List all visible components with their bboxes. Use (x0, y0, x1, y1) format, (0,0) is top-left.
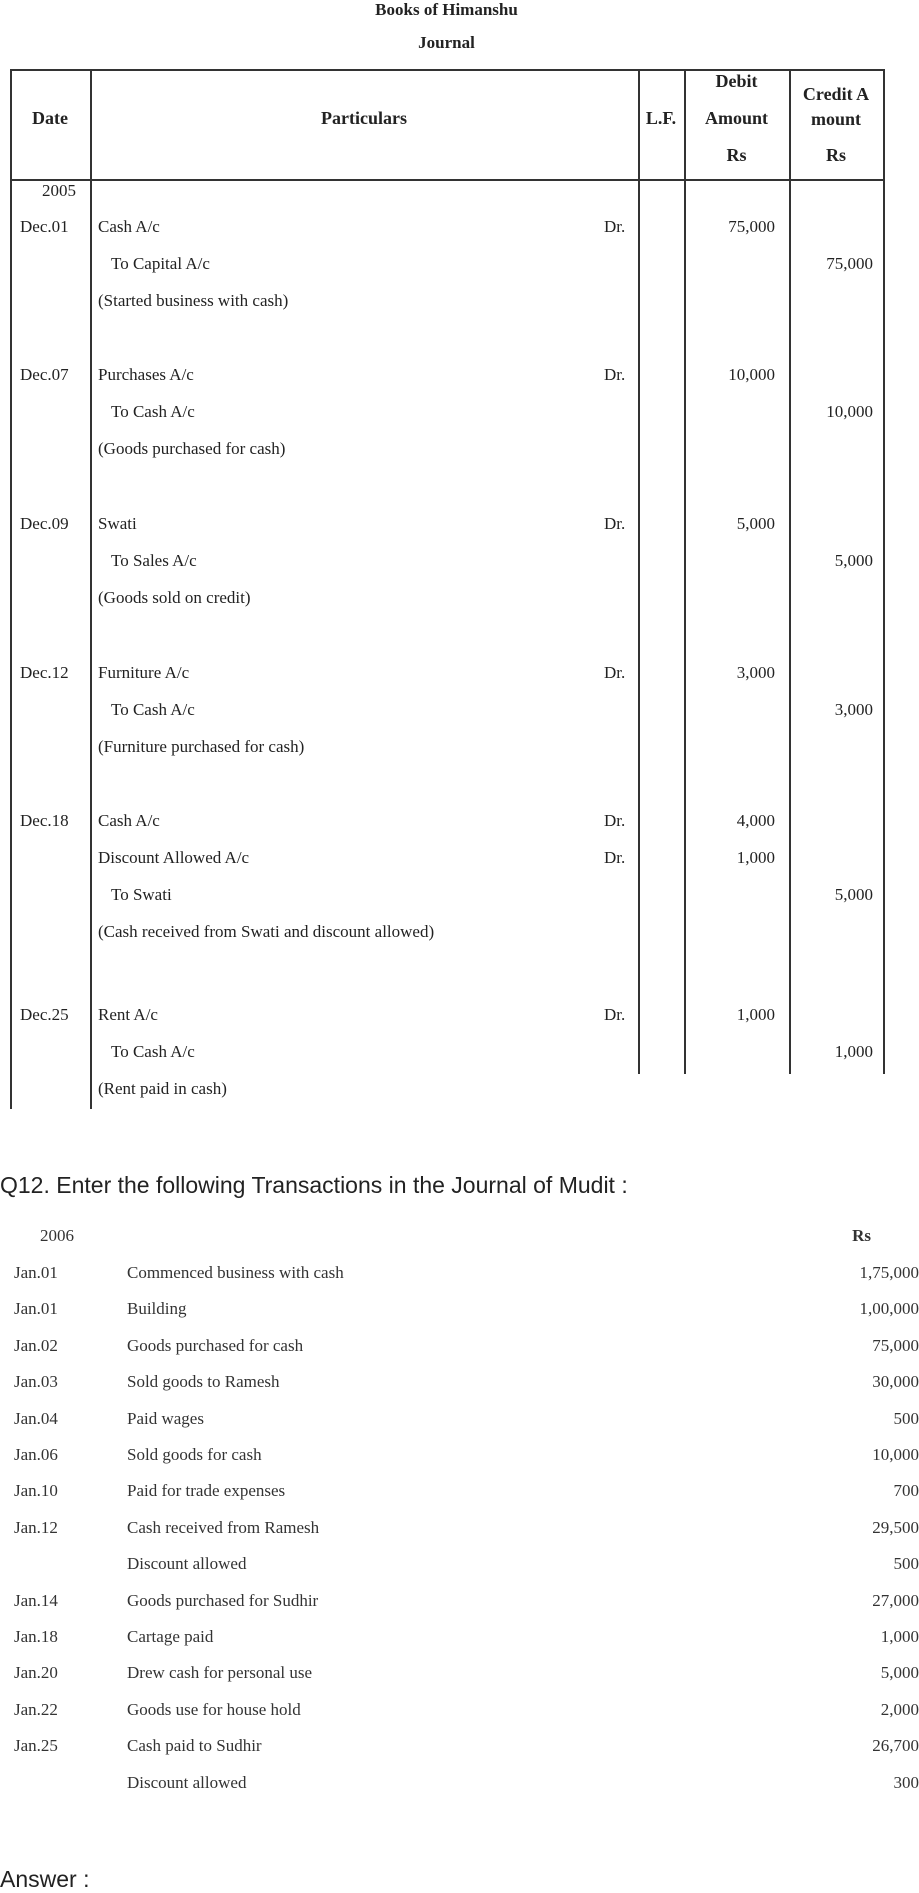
transaction-date: Jan.01 (14, 1263, 58, 1282)
table-left-border (10, 69, 12, 1109)
header-lf: L.F. (645, 108, 677, 128)
transaction-date: Jan.04 (14, 1408, 58, 1428)
dr-marker: Dr. (604, 811, 626, 830)
entry-date: Dec.09 (20, 514, 69, 533)
entry-date: Dec.12 (20, 663, 69, 682)
debit-amount: 1,000 (736, 848, 775, 867)
transaction-date: Jan.25 (14, 1736, 58, 1756)
transaction-row (0, 1772, 919, 1808)
transaction-row (0, 1517, 919, 1553)
debit-amount: 75,000 (728, 217, 775, 236)
transaction-description: Paid for trade expenses (127, 1481, 286, 1501)
transaction-description: Drew cash for personal use (127, 1663, 313, 1683)
transaction-row (0, 1408, 919, 1444)
question-heading: Q12. Enter the following Transactions in the Journal of Mudit : (0, 1172, 628, 1198)
credit-amount: 5,000 (834, 885, 873, 904)
transaction-amount: 1,75,000 (859, 1263, 919, 1282)
transaction-description: Sold goods to Ramesh (127, 1372, 280, 1392)
credit-account: To Cash A/c (111, 700, 195, 719)
transaction-date: Jan.18 (14, 1627, 58, 1646)
particulars-text: (Rent paid in cash) (98, 1079, 227, 1098)
particulars-text: (Goods purchased for cash) (98, 439, 286, 458)
transaction-description: Paid wages (127, 1408, 204, 1428)
particulars-text: Rent A/c (98, 1005, 158, 1024)
transaction-description: Building (127, 1299, 187, 1319)
debit-amount: 10,000 (728, 365, 775, 384)
dr-marker: Dr. (604, 663, 626, 682)
entry-date: Dec.07 (20, 365, 69, 384)
transaction-amount: 500 (893, 1408, 919, 1428)
transaction-row (0, 1444, 919, 1480)
transaction-amount: 300 (893, 1772, 919, 1792)
transaction-amount: 700 (893, 1481, 919, 1501)
transactions-year: 2006 (40, 1226, 74, 1245)
transaction-description: Discount allowed (127, 1554, 247, 1574)
entry-date: Dec.18 (20, 811, 69, 830)
header-debit-line3: Rs (726, 145, 747, 165)
entry-date: Dec.01 (20, 217, 69, 236)
transaction-row (0, 1735, 919, 1771)
transaction-date: Jan.22 (14, 1699, 58, 1719)
book-title: Books of Himanshu (375, 0, 518, 19)
particulars-text: Purchases A/c (98, 365, 194, 384)
credit-account: To Cash A/c (111, 402, 195, 421)
credit-account: To Cash A/c (111, 1042, 195, 1061)
credit-amount: 5,000 (834, 551, 873, 570)
transaction-description: Cash paid to Sudhir (127, 1736, 262, 1756)
transaction-description: Goods purchased for cash (127, 1335, 304, 1355)
particulars-text: (Furniture purchased for cash) (98, 737, 305, 756)
header-debit-line2: Amount (704, 108, 768, 128)
transaction-row (0, 1699, 919, 1735)
journal-year: 2005 (42, 181, 76, 200)
transaction-description: Sold goods for cash (127, 1445, 262, 1464)
particulars-text: Cash A/c (98, 217, 160, 236)
dr-marker: Dr. (604, 365, 626, 384)
date-column-divider (90, 69, 92, 1109)
transaction-amount: 26,700 (872, 1736, 919, 1756)
transaction-row (0, 1298, 919, 1334)
transaction-description: Cartage paid (127, 1627, 214, 1646)
transaction-amount: 30,000 (872, 1372, 919, 1392)
debit-amount: 3,000 (736, 663, 775, 682)
particulars-text: (Cash received from Swati and discount allowed) (98, 922, 435, 941)
header-credit-line2: mount (810, 109, 861, 129)
transaction-date: Jan.10 (14, 1481, 58, 1501)
credit-amount: 3,000 (834, 700, 873, 719)
particulars-text: Swati (98, 514, 137, 533)
particulars-text: (Goods sold on credit) (98, 588, 251, 607)
transaction-row (0, 1335, 919, 1371)
transaction-date: Jan.06 (14, 1445, 58, 1464)
transaction-date: Jan.20 (14, 1663, 58, 1683)
dr-marker: Dr. (604, 514, 626, 533)
transaction-description: Goods purchased for Sudhir (127, 1590, 319, 1610)
transaction-amount: 1,000 (880, 1627, 919, 1646)
debit-amount: 1,000 (736, 1005, 775, 1024)
dr-marker: Dr. (604, 848, 626, 867)
header-particulars: Particulars (321, 108, 407, 128)
transaction-amount: 5,000 (880, 1663, 919, 1683)
credit-account: To Capital A/c (111, 254, 210, 273)
credit-amount: 75,000 (826, 254, 873, 273)
particulars-text: Cash A/c (98, 811, 160, 830)
transaction-amount: 10,000 (872, 1445, 919, 1464)
transaction-date: Jan.01 (14, 1299, 58, 1319)
answer-label: Answer : (0, 1866, 90, 1892)
dr-marker: Dr. (604, 1005, 626, 1024)
particulars-text: (Started business with cash) (98, 291, 289, 310)
transaction-description: Goods use for house hold (127, 1699, 301, 1719)
particulars-text: Furniture A/c (98, 663, 190, 682)
transaction-amount: 27,000 (872, 1590, 919, 1610)
header-credit-line3: Rs (825, 145, 846, 165)
particulars-column-divider (638, 69, 640, 1074)
transaction-description: Discount allowed (127, 1772, 247, 1792)
transaction-description: Commenced business with cash (127, 1263, 344, 1282)
transaction-row (0, 1626, 919, 1662)
transaction-date: Jan.14 (14, 1590, 58, 1610)
dr-marker: Dr. (604, 217, 626, 236)
transaction-row (0, 1480, 919, 1516)
entry-date: Dec.25 (20, 1005, 69, 1024)
credit-amount: 1,000 (834, 1042, 873, 1061)
transaction-amount: 75,000 (872, 1335, 919, 1355)
credit-account: To Swati (111, 885, 172, 904)
journal-title: Journal (418, 33, 475, 52)
debit-amount: 4,000 (736, 811, 775, 830)
transaction-amount: 2,000 (880, 1699, 919, 1719)
debit-amount: 5,000 (736, 514, 775, 533)
transaction-amount: 29,500 (872, 1517, 919, 1537)
table-right-border (883, 69, 885, 1074)
particulars-text: Discount Allowed A/c (98, 848, 250, 867)
transaction-row (0, 1590, 919, 1626)
credit-account: To Sales A/c (111, 551, 197, 570)
header-bottom-border (10, 179, 885, 181)
transaction-row (0, 1371, 919, 1407)
transaction-amount: 500 (893, 1554, 919, 1574)
transaction-amount: 1,00,000 (859, 1299, 919, 1319)
header-date: Date (32, 108, 68, 128)
transaction-description: Cash received from Ramesh (127, 1517, 320, 1537)
transaction-date: Jan.02 (14, 1335, 58, 1355)
transaction-row (0, 1553, 919, 1589)
transaction-row (0, 1662, 919, 1698)
credit-amount: 10,000 (826, 402, 873, 421)
transaction-row (0, 1262, 919, 1298)
header-credit-line1: Credit A (802, 84, 870, 104)
transaction-date: Jan.03 (14, 1372, 58, 1392)
header-debit-line1: Debit (715, 71, 758, 91)
transaction-date: Jan.12 (14, 1517, 58, 1537)
transactions-unit: Rs (852, 1226, 871, 1245)
